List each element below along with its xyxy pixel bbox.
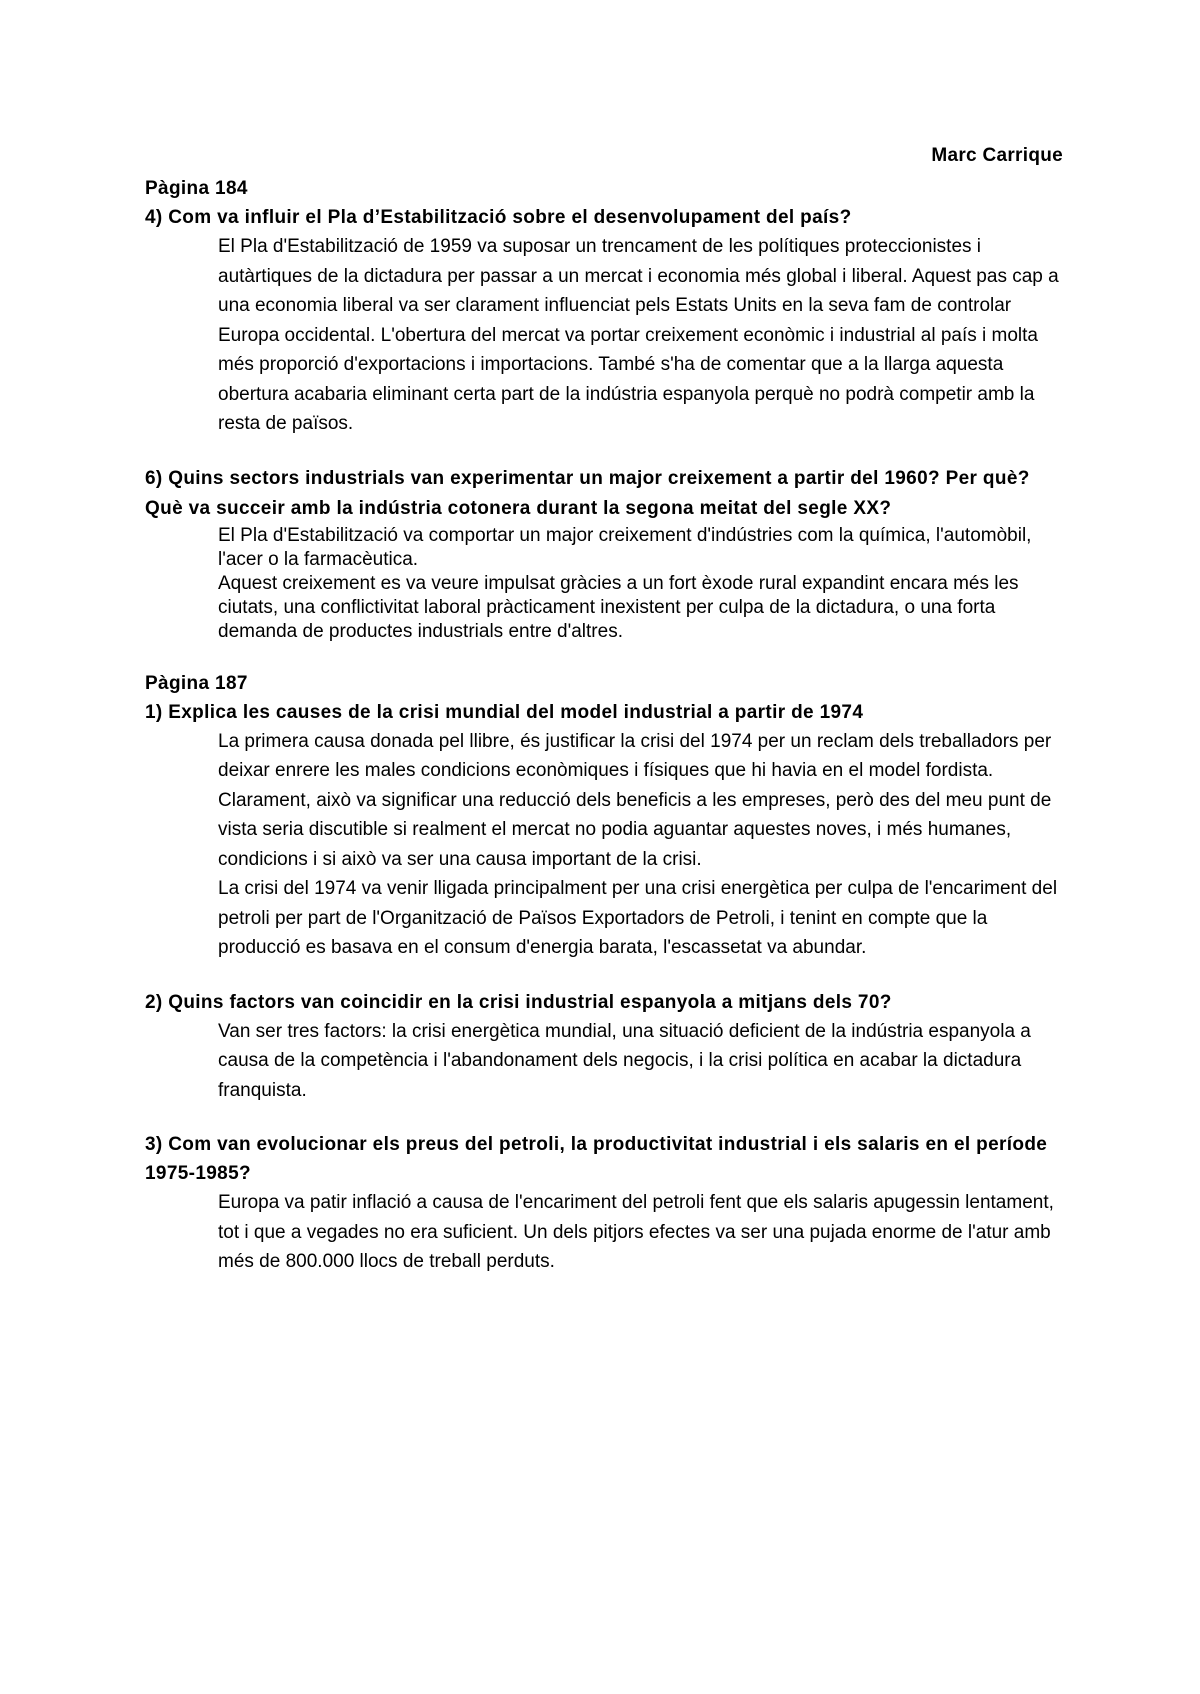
answer-paragraph: Aquest creixement es va veure impulsat gràcies a un fort èxode rural expandint encara més les ciutats, una conflictivitat laboral pràcticament inexistent per culpa de la dictadura, o una forta demanda de productes industrials entre d'altres. (218, 572, 1019, 642)
answer-paragraph: El Pla d'Estabilització de 1959 va suposar un trencament de les polítiques proteccionistes i autàrtiques de la dictadura per passar a un mercat i economia més global i liberal. Aquest pas cap a una economia liberal va ser clarament influenciat pels Estats Units en la seva fam de controlar Europa occidental. L'obertura del mercat va portar creixement econòmic i industrial al país i molta més proporció d'exportacions i importacions. També s'ha de comentar que a la llarga aquesta obertura acabaria eliminant certa part de la indústria espanyola perquè no podrà competir amb la resta de països. (218, 236, 1059, 434)
answer-paragraph: Van ser tres factors: la crisi energètica mundial, una situació deficient de la indústria espanyola a causa de la competència i l'abandonament dels negocis, i la crisi política en acabar la dictadura franquista. (218, 1020, 1031, 1101)
document-body (145, 174, 1070, 1277)
question-6: 6) Quins sectors industrials van experimentar un major creixement a partir del 1960? Per què? Què va succeir amb la indústria cotonera durant la segona meitat del segle XX? (145, 467, 1030, 519)
answer-paragraph: Europa va patir inflació a causa de l'encariment del petroli fent que els salaris apugessin lentament, tot i que a vegades no era suficient. Un dels pitjors efectes va ser una pujada enorme de l'atur amb més de 800.000 llocs de treball perduts. (218, 1192, 1054, 1272)
answer-4 (218, 232, 1070, 439)
answer-6 (218, 524, 1070, 644)
page-label-187: Pàgina 187 (145, 672, 248, 694)
question-2: 2) Quins factors van coincidir en la crisi industrial espanyola a mitjans dels 70? (145, 991, 892, 1013)
answer-paragraph: La primera causa donada pel llibre, és justificar la crisi del 1974 per un reclam dels treballadors per deixar enrere les males condicions econòmiques i físiques que hi havia en el model fordista. Clarament, això va significar una reducció dels beneficis a les empreses, però des del meu punt de vista seria discutible si realment el mercat no podia aguantar aquestes noves, i més humanes, condicions i si això va ser una causa important de la crisi. (218, 730, 1052, 870)
answer-paragraph: El Pla d'Estabilització va comportar un major creixement d'indústries com la química, l'automòbil, l'acer o la farmacèutica. (218, 524, 1032, 570)
page-label-184: Pàgina 184 (145, 178, 248, 199)
question-1: 1) Explica les causes de la crisi mundial del model industrial a partir de 1974 (145, 701, 864, 723)
answer-1 (218, 727, 1070, 963)
answer-paragraph: La crisi del 1974 va venir lligada principalment per una crisi energètica per culpa de l'encariment del petroli per part de l'Organització de Països Exportadors de Petroli, i tenint en compte que la producció es basava en el consum d'energia barata, l'escassetat va abundar. (218, 878, 1058, 958)
question-3: 3) Com van evolucionar els preus del petroli, la productivitat industrial i els salaris en el període 1975-1985? (145, 1134, 1048, 1184)
answer-2 (218, 1017, 1070, 1106)
author-name: Marc Carrique (931, 145, 1063, 166)
question-4: 4) Com va influir el Pla d’Estabilització sobre el desenvolupament del país? (145, 207, 852, 228)
answer-3 (218, 1188, 1070, 1277)
